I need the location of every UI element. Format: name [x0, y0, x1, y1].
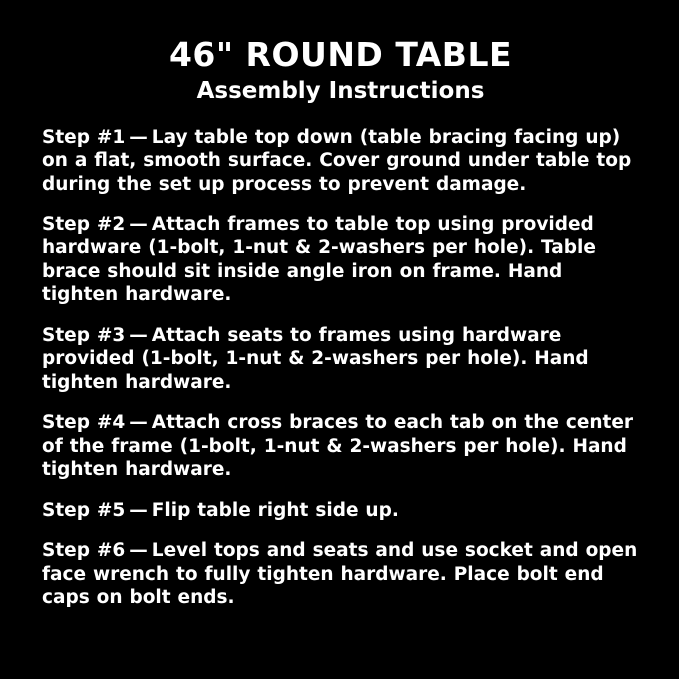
step-item — [42, 499, 639, 522]
step-dash: — — [129, 412, 148, 434]
step-text: Level tops and seats and use socket and open face wrench to fully tighten hardware. Place bolt end caps on bolt ends. — [42, 540, 638, 609]
steps-list — [42, 126, 639, 610]
step-label: Step #2 — [42, 213, 126, 235]
step-text: Attach frames to table top using provided hardware (1-bolt, 1-nut & 2-washers per hole). Table brace should sit inside angle iron on frame. Hand tighten hardware. — [42, 213, 596, 306]
step-text: Attach seats to frames using hardware provided (1-bolt, 1-nut & 2-washers per hole). Hand tighten hardware. — [42, 324, 589, 393]
step-label: Step #1 — [42, 126, 126, 148]
step-dash: — — [129, 540, 148, 562]
step-item — [42, 539, 639, 609]
document-header — [42, 30, 639, 108]
step-text: Flip table right side up. — [151, 499, 399, 521]
step-label: Step #4 — [42, 412, 126, 434]
step-item — [42, 324, 639, 394]
step-label: Step #5 — [42, 499, 126, 521]
step-item — [42, 126, 639, 196]
step-text: Attach cross braces to each tab on the center of the frame (1-bolt, 1-nut & 2-washers per hole). Hand tighten hardware. — [42, 412, 634, 481]
step-item — [42, 411, 639, 481]
step-dash: — — [129, 324, 148, 346]
page-title: 46" ROUND TABLE — [168, 35, 513, 74]
step-item — [42, 213, 639, 307]
step-dash: — — [129, 499, 148, 521]
step-text: Lay table top down (table bracing facing up) on a flat, smooth surface. Cover ground under table top during the set up process to prevent damage. — [42, 126, 632, 195]
step-dash: — — [129, 213, 148, 235]
step-label: Step #6 — [42, 540, 126, 562]
page-subtitle: Assembly Instructions — [196, 77, 485, 104]
step-label: Step #3 — [42, 324, 126, 346]
step-dash: — — [129, 126, 148, 148]
